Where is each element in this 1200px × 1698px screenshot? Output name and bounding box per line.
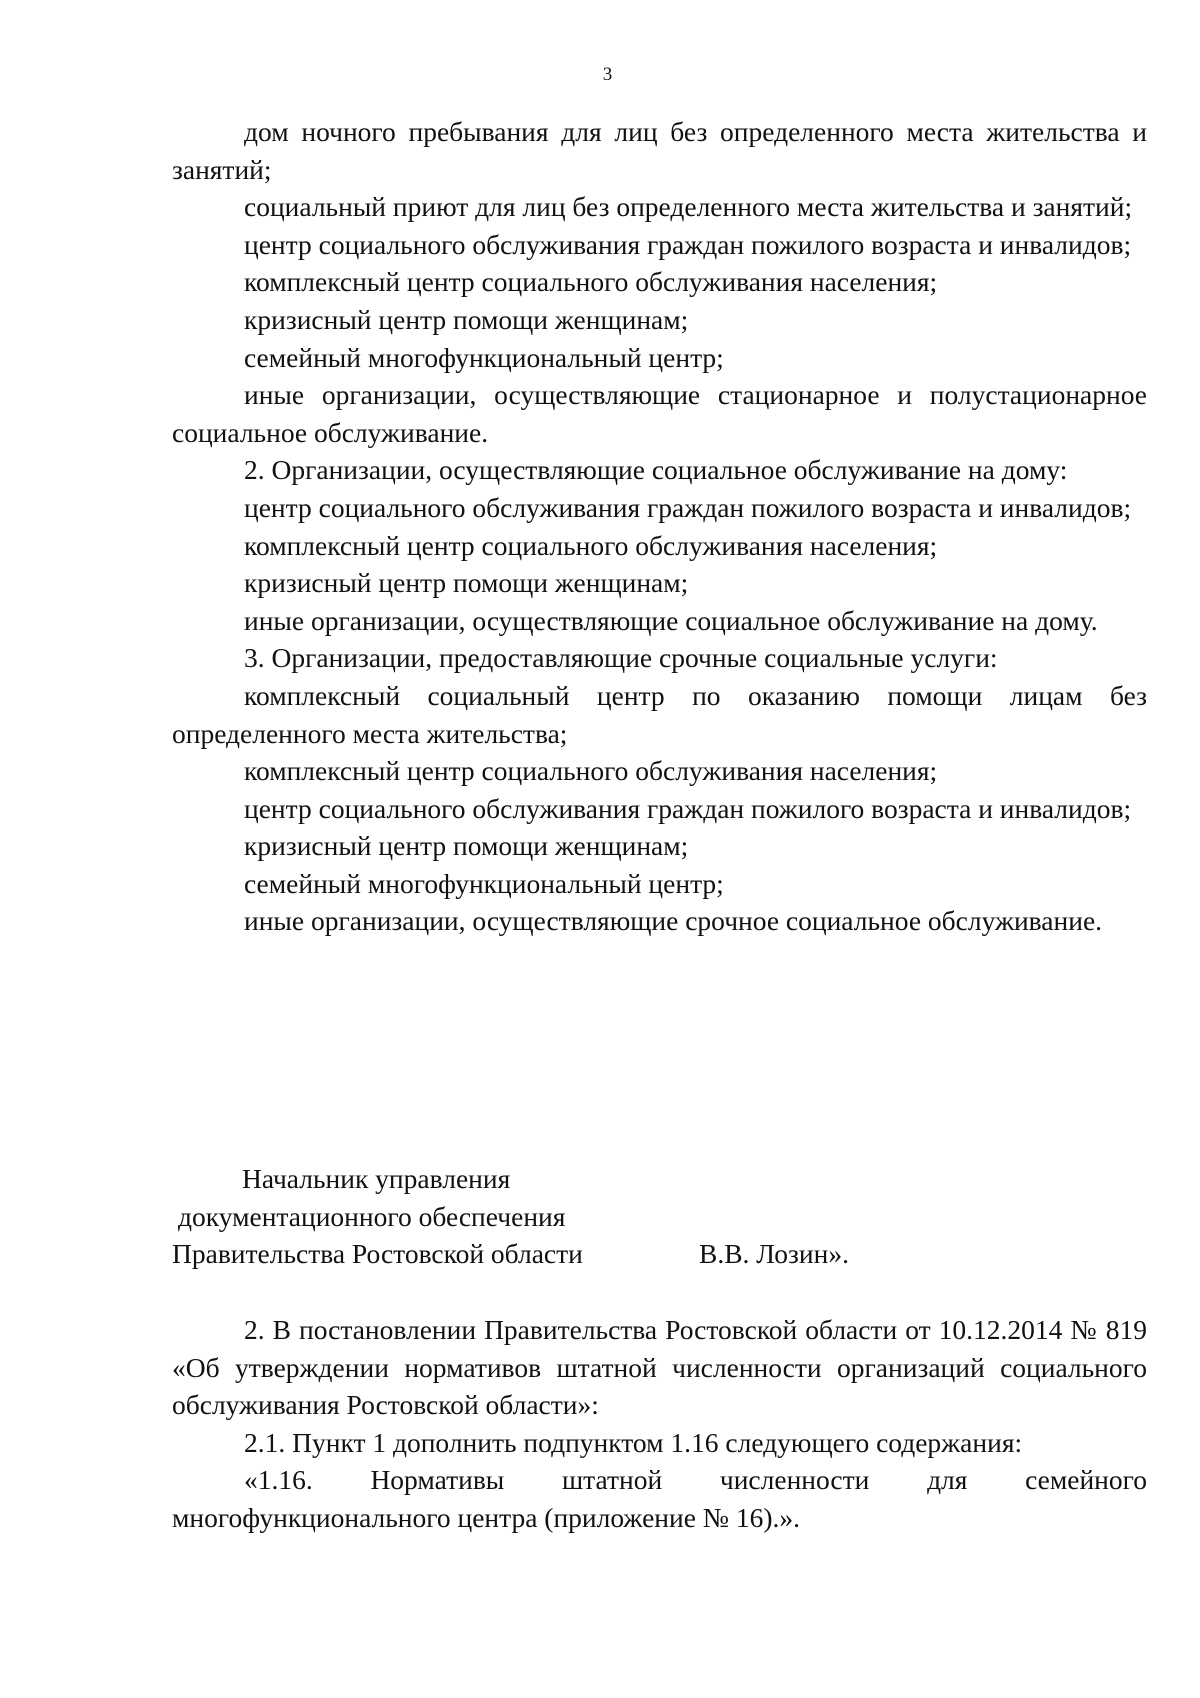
paragraph: дом ночного пребывания для лиц без определенного места жительства и занятий; <box>172 116 1147 185</box>
paragraph: кризисный центр помощи женщинам; <box>244 567 689 599</box>
paragraph: комплексный центр социального обслуживания населения; <box>244 266 938 298</box>
paragraph: центр социального обслуживания граждан пожилого возраста и инвалидов; <box>244 228 1132 260</box>
signatory-title-line-3 <box>172 1235 1147 1273</box>
amendments <box>172 1311 1147 1537</box>
page-number: 3 <box>602 64 613 85</box>
signatory-organization: Правительства Ростовской области <box>172 1238 583 1270</box>
signatory-title-line-2: документационного обеспечения <box>178 1200 566 1232</box>
amendment-paragraph: «1.16. Нормативы штатной численности для семейного многофункционального центра (приложение № 16).». <box>172 1464 1147 1533</box>
paragraph: комплексный центр социального обслуживания населения; <box>244 529 938 561</box>
paragraph: комплексный социальный центр по оказанию помощи лицам без определенного места жительства; <box>172 679 1147 749</box>
amendment-paragraph: 2. В постановлении Правительства Ростовской области от 10.12.2014 № 819 «Об утверждении нормативов штатной численности организаций социального обслуживания Ростовской области»: <box>172 1314 1147 1421</box>
organization-list <box>172 113 1147 940</box>
paragraph: семейный многофункциональный центр; <box>244 867 724 899</box>
signatory-title-line-1: Начальник управления <box>242 1163 511 1194</box>
paragraph: социальный приют для лиц без определенного места жительства и занятий; <box>244 191 1133 223</box>
paragraph: иные организации, осуществляющие срочное социальное обслуживание. <box>244 905 1103 937</box>
signatory-name: В.В. Лозин». <box>699 1238 849 1270</box>
paragraph: иные организации, осуществляющие стационарное и полустационарное социальное обслуживание. <box>172 379 1147 448</box>
paragraph: семейный многофункциональный центр; <box>244 341 724 373</box>
paragraph: комплексный центр социального обслуживания населения; <box>244 755 938 787</box>
amendment-paragraph: 2.1. Пункт 1 дополнить подпунктом 1.16 следующего содержания: <box>244 1426 1023 1458</box>
section-heading: 3. Организации, предоставляющие срочные социальные услуги: <box>244 642 998 674</box>
paragraph: центр социального обслуживания граждан пожилого возраста и инвалидов; <box>244 491 1132 523</box>
paragraph: центр социального обслуживания граждан пожилого возраста и инвалидов; <box>244 792 1132 824</box>
paragraph: иные организации, осуществляющие социальное обслуживание на дому. <box>244 604 1098 636</box>
paragraph: кризисный центр помощи женщинам; <box>244 303 689 335</box>
section-heading: 2. Организации, осуществляющие социальное обслуживание на дому: <box>244 454 1068 486</box>
paragraph: кризисный центр помощи женщинам; <box>244 830 689 862</box>
signature-block <box>172 1160 1147 1273</box>
